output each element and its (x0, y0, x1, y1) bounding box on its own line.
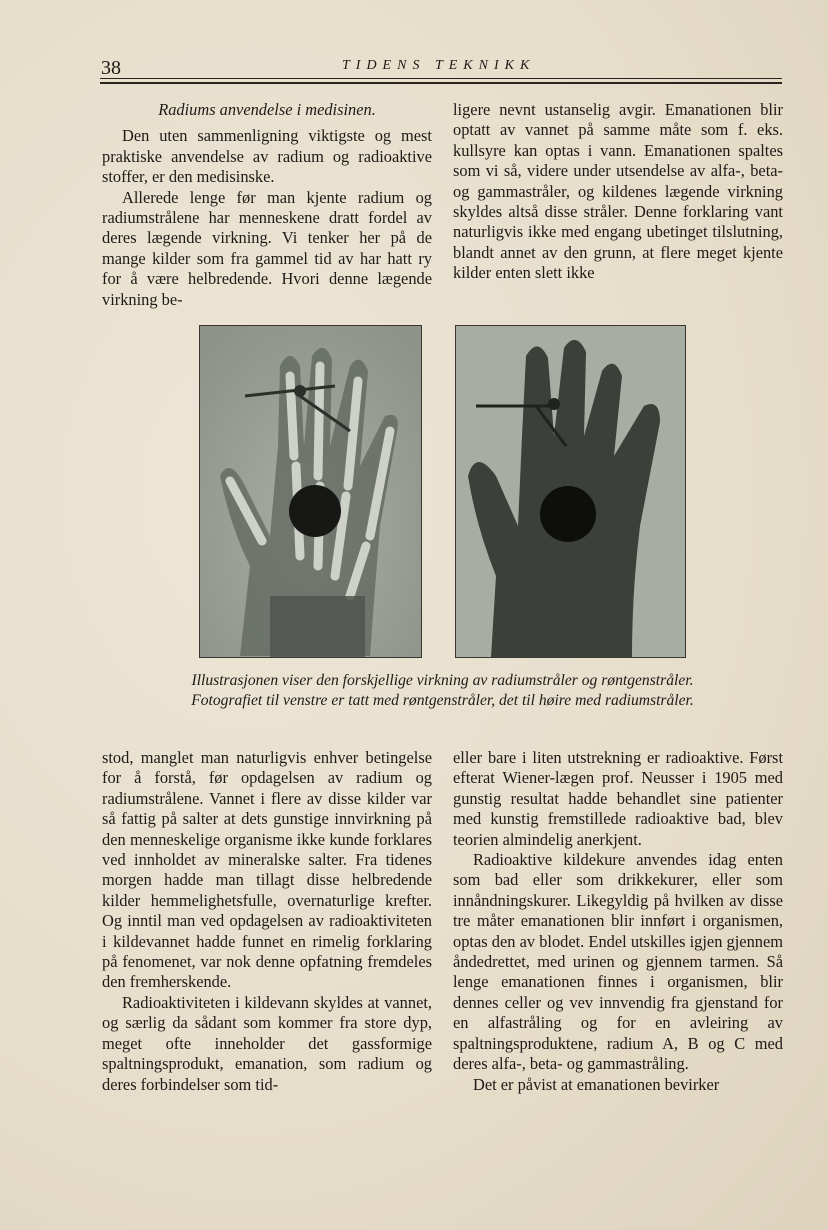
header-rule-bottom (100, 82, 782, 84)
text-column-1 (102, 100, 432, 310)
figure-caption: Illustrasjonen viser den forskjellige virkning av radiumstråler og røntgenstråler. Fotografiet til venstre er tatt med røntgenstråler, det til høire med radiumstråler. (191, 672, 694, 709)
paragraph: stod, manglet man naturligvis enhver betingelse for å forstå, før opdagelsen av radium og radiumstrålene. Vannet i flere av disse kilder var så fattig på salter at dets gunstige innvirkning på den menneskelige organisme ikke kunde forklares ved innholdet av mineralske salter. Fra tidenes morgen hadde man tillagt disse helbredende kilder hemmelighetsfulle, overnaturlige krefter. Og inntil man ved opdagelsen av radioaktiviteten i kildevannet hadde funnet en rimelig forklaring på fenomenet, var nok denne opfatning fremdeles den fremherskende. (102, 748, 432, 992)
paragraph: Radioaktiviteten i kildevann skyldes at vannet, og særlig da sådant som kommer fra store dyp, meget ofte inneholder det gassformige spaltningsprodukt, emanation, som radium og deres forbindelser som tid- (102, 992, 432, 1094)
paragraph: Radioaktive kildekure anvendes idag enten som bad eller som drikkekurer, eller som innåndningskurer. Likegyldig på hvilken av disse tre måter emanationen blir innført i organismen, optas den av blodet. Endel utskilles igjen gjennem åndedrettet, med urinen og gjennem tarmen. Så lenge emanationen finnes i organismen, blir dennes celler og vev innvendig fra gjenstand for en alfastråling og for en avleiring av spaltningsproduktene, radium A, B og C med deres alfa-, beta- og gammastråling. (453, 850, 783, 1074)
radium-hand-photo (455, 325, 686, 658)
header-rule-top (100, 78, 782, 79)
radium-hand-image (456, 326, 685, 657)
text-column-4 (453, 748, 783, 1095)
paragraph: Allerede lenge før man kjente radium og radiumstrålene har menneskene dratt fordel av deres lægende virkning. Vi tenker her på de mange kilder som fra gammel tid av har hatt ry for å være helbredende. Hvori denne lægende virkning be- (102, 187, 432, 309)
paragraph: Den uten sammenligning viktigste og mest praktiske anvendelse av radium og radioaktive stoffer, er den medisinske. (102, 126, 432, 187)
paragraph: ligere nevnt ustanselig avgir. Emanationen blir optatt av vannet på samme måte som f. eks. kullsyre kan optas i vann. Emanationen spaltes som vi så, videre under utsendelse av alfa-, beta- og gammastråler, og kildenes lægende virkning skyldes altså disse stråler. Denne forklaring vant naturligvis ikke med engang ubetinget tilslutning, blandt annet av den grunn, at flere meget kjente kilder enten slett ikke (453, 100, 783, 283)
paragraph: eller bare i liten utstrekning er radioaktive. Først efterat Wiener-lægen prof. Neusser i 1905 med gunstig resultat hadde behandlet sine patienter med kunstig fremstillede radioaktive bad, blev teorien almindelig anerkjent. (453, 748, 783, 849)
paragraph: Det er påvist at emanationen bevirker (473, 1074, 720, 1094)
page-number: 38 (101, 57, 121, 79)
text-column-3 (102, 748, 432, 1095)
xray-hand-image (200, 326, 421, 657)
xray-hand-photo (199, 325, 422, 658)
section-heading: Radiums anvendelse i medisinen. (158, 100, 376, 119)
running-title: TIDENS TEKNIKK (342, 58, 536, 73)
text-column-2 (453, 100, 783, 284)
